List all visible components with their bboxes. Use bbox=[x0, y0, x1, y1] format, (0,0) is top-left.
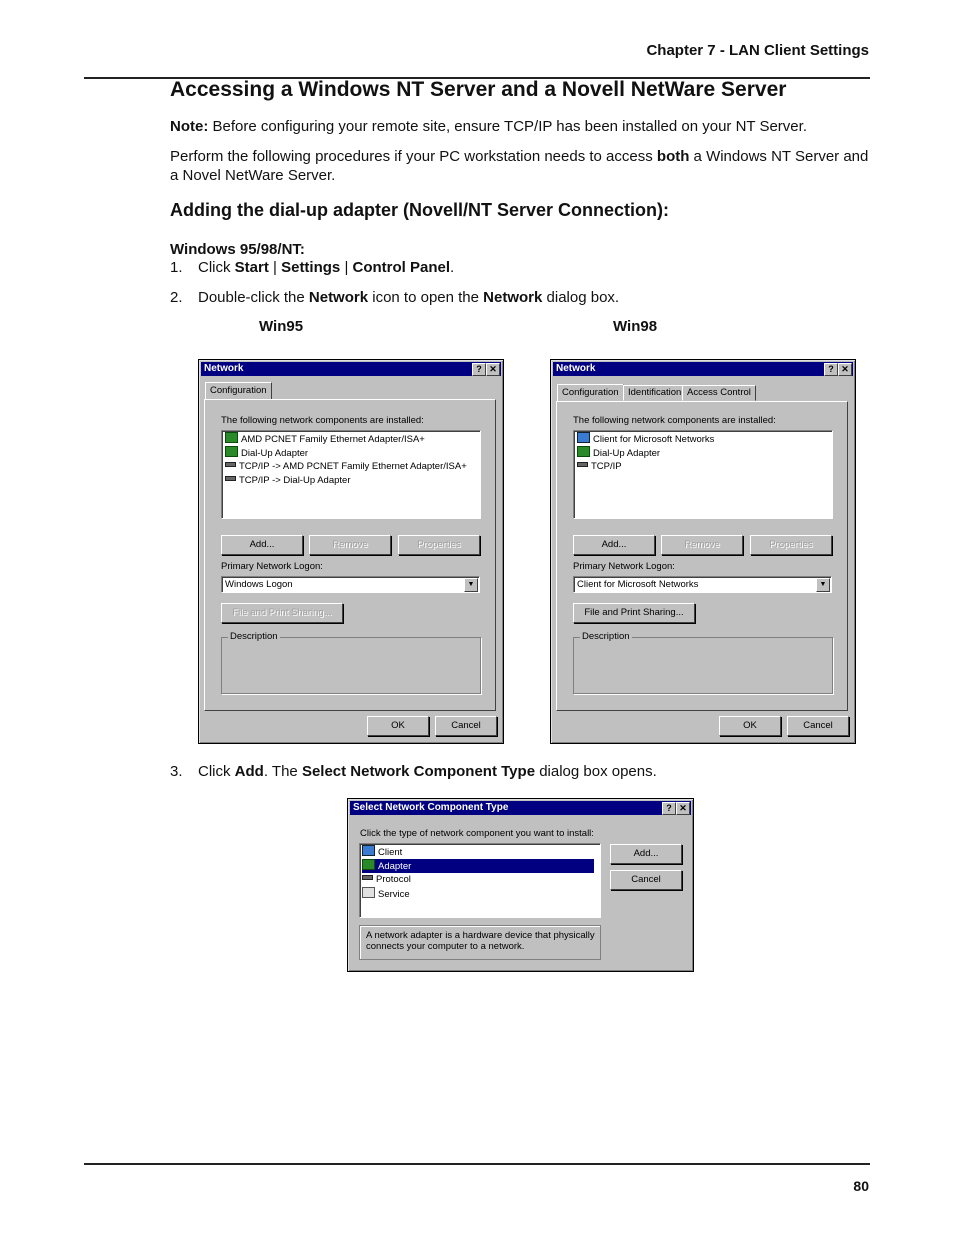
cancel-button[interactable]: Cancel bbox=[435, 716, 497, 736]
page-number: 80 bbox=[853, 1178, 869, 1194]
list-item[interactable] bbox=[225, 432, 425, 446]
title-bar bbox=[350, 801, 691, 815]
win95-network-dialog bbox=[198, 359, 504, 744]
network-adapter-icon bbox=[225, 446, 238, 457]
step-number: 1. bbox=[170, 259, 183, 276]
add-button[interactable]: Add... bbox=[610, 844, 682, 864]
close-icon[interactable]: ✕ bbox=[486, 363, 500, 376]
intro-paragraph bbox=[170, 147, 875, 185]
step-number: 3. bbox=[170, 763, 183, 780]
installed-label: The following network components are installed: bbox=[573, 415, 776, 426]
description-label: Description bbox=[230, 631, 278, 642]
remove-button[interactable]: Remove bbox=[309, 535, 391, 555]
list-item-service[interactable] bbox=[362, 887, 594, 901]
list-item[interactable] bbox=[577, 460, 622, 473]
list-item-label: Service bbox=[378, 889, 410, 900]
cancel-button[interactable]: Cancel bbox=[610, 870, 682, 890]
list-item-label: TCP/IP bbox=[591, 461, 622, 472]
protocol-icon bbox=[225, 462, 236, 467]
step-text: | bbox=[268, 259, 282, 276]
step-bold: Network bbox=[483, 289, 543, 306]
client-icon bbox=[362, 845, 375, 856]
note-text: Before configuring your remote site, ensure TCP/IP has been installed on your NT Server. bbox=[208, 118, 807, 135]
add-button[interactable]: Add... bbox=[573, 535, 655, 555]
step-text: Double-click the bbox=[198, 289, 309, 306]
ok-button[interactable]: OK bbox=[367, 716, 429, 736]
list-item-protocol[interactable] bbox=[362, 873, 594, 886]
list-item-adapter[interactable] bbox=[362, 859, 594, 873]
list-item-label: TCP/IP -> Dial-Up Adapter bbox=[239, 475, 351, 486]
step-text: . bbox=[450, 259, 455, 276]
step-text: icon to open the bbox=[368, 289, 484, 306]
chevron-down-icon[interactable]: ▼ bbox=[816, 578, 830, 592]
step-bold: Control Panel bbox=[352, 259, 451, 276]
description-text: A network adapter is a hardware device that physically connects your computer to a network. bbox=[366, 930, 595, 952]
list-item[interactable] bbox=[225, 446, 308, 460]
step-bold: Settings bbox=[281, 259, 341, 276]
list-item[interactable] bbox=[225, 460, 467, 473]
cancel-button[interactable]: Cancel bbox=[787, 716, 849, 736]
logon-select[interactable] bbox=[573, 576, 832, 593]
title-bar bbox=[553, 362, 853, 376]
logon-value: Windows Logon bbox=[225, 579, 293, 590]
win98-network-dialog bbox=[550, 359, 856, 744]
description-label: Description bbox=[582, 631, 630, 642]
title-bar bbox=[201, 362, 501, 376]
page-title: Accessing a Windows NT Server and a Novell NetWare Server bbox=[170, 78, 787, 101]
prompt-label: Click the type of network component you want to install: bbox=[360, 828, 594, 839]
properties-button[interactable]: Properties bbox=[398, 535, 480, 555]
properties-button[interactable]: Properties bbox=[750, 535, 832, 555]
step-bold: Add bbox=[234, 763, 264, 780]
logon-value: Client for Microsoft Networks bbox=[577, 579, 699, 590]
step-1 bbox=[170, 258, 875, 277]
footer-rule bbox=[84, 1163, 870, 1165]
client-icon bbox=[577, 432, 590, 443]
step-number: 2. bbox=[170, 289, 183, 306]
caption-win98: Win98 bbox=[613, 318, 658, 335]
dialog-title: Network bbox=[556, 363, 596, 374]
file-print-sharing-button[interactable]: File and Print Sharing... bbox=[573, 603, 695, 623]
list-item[interactable] bbox=[225, 474, 351, 487]
chapter-header: Chapter 7 - LAN Client Settings bbox=[646, 42, 869, 59]
step-text: dialog box opens. bbox=[535, 763, 657, 780]
help-icon[interactable]: ? bbox=[662, 802, 676, 815]
dialog-title: Network bbox=[204, 363, 244, 374]
note-label: Note: bbox=[170, 118, 209, 135]
intro-text-post: a Windows NT Server and a Novel NetWare Server. bbox=[170, 148, 869, 184]
tab-panel bbox=[204, 399, 496, 711]
description-box bbox=[359, 925, 601, 960]
logon-label: Primary Network Logon: bbox=[221, 561, 323, 572]
list-item-label: Client bbox=[378, 847, 403, 858]
step-2 bbox=[170, 288, 875, 307]
description-group bbox=[573, 631, 833, 694]
add-button[interactable]: Add... bbox=[221, 535, 303, 555]
os-label: Windows 95/98/NT: bbox=[170, 241, 305, 258]
list-item-label: Client for Microsoft Networks bbox=[593, 434, 715, 445]
logon-label: Primary Network Logon: bbox=[573, 561, 675, 572]
components-list[interactable] bbox=[221, 430, 481, 519]
step-3 bbox=[170, 762, 875, 781]
remove-button[interactable]: Remove bbox=[661, 535, 743, 555]
intro-bold: both bbox=[656, 148, 690, 165]
protocol-icon bbox=[577, 462, 588, 467]
component-type-list[interactable] bbox=[359, 843, 601, 918]
step-text: . The bbox=[263, 763, 302, 780]
tab-access-control[interactable]: Access Control bbox=[682, 385, 756, 401]
step-bold: Start bbox=[234, 259, 269, 276]
step-bold: Select Network Component Type bbox=[301, 763, 536, 780]
list-item-label: TCP/IP -> AMD PCNET Family Ethernet Adapter/ISA+ bbox=[239, 461, 467, 472]
tab-identification[interactable]: Identification bbox=[623, 385, 686, 401]
section-title: Adding the dial-up adapter (Novell/NT Server Connection): bbox=[170, 200, 670, 220]
step-text: Click bbox=[198, 259, 235, 276]
list-item-label: Dial-Up Adapter bbox=[593, 448, 661, 459]
list-item-label: Protocol bbox=[376, 874, 411, 885]
step-text: Click bbox=[198, 763, 235, 780]
close-icon[interactable]: ✕ bbox=[676, 802, 690, 815]
protocol-icon bbox=[225, 476, 236, 481]
installed-label: The following network components are installed: bbox=[221, 415, 424, 426]
network-adapter-icon bbox=[225, 432, 238, 443]
help-icon[interactable]: ? bbox=[824, 363, 838, 376]
list-item[interactable] bbox=[577, 446, 660, 460]
network-adapter-icon bbox=[577, 446, 590, 457]
note-paragraph bbox=[170, 117, 875, 136]
help-icon[interactable]: ? bbox=[472, 363, 486, 376]
ok-button[interactable]: OK bbox=[719, 716, 781, 736]
list-item-client[interactable] bbox=[362, 845, 594, 859]
chevron-down-icon[interactable]: ▼ bbox=[464, 578, 478, 592]
protocol-icon bbox=[362, 875, 373, 880]
tab-configuration[interactable]: Configuration bbox=[205, 382, 272, 400]
caption-win95: Win95 bbox=[259, 318, 304, 335]
network-adapter-icon bbox=[362, 859, 375, 870]
description-group bbox=[221, 631, 481, 694]
list-item-label: Dial-Up Adapter bbox=[241, 448, 309, 459]
intro-text-pre: Perform the following procedures if your PC workstation needs to access bbox=[170, 148, 657, 165]
file-print-sharing-button[interactable]: File and Print Sharing... bbox=[221, 603, 343, 623]
select-component-dialog bbox=[347, 798, 694, 972]
tab-configuration[interactable]: Configuration bbox=[557, 384, 624, 402]
service-icon bbox=[362, 887, 375, 898]
list-item-label: Adapter bbox=[378, 861, 412, 872]
list-item-label: AMD PCNET Family Ethernet Adapter/ISA+ bbox=[241, 434, 425, 445]
list-item[interactable] bbox=[577, 432, 714, 446]
step-text: dialog box. bbox=[542, 289, 620, 306]
tab-panel bbox=[556, 401, 848, 711]
close-icon[interactable]: ✕ bbox=[838, 363, 852, 376]
components-list[interactable] bbox=[573, 430, 833, 519]
step-bold: Network bbox=[308, 289, 369, 306]
dialog-title: Select Network Component Type bbox=[353, 802, 509, 813]
step-text: | bbox=[340, 259, 353, 276]
logon-select[interactable] bbox=[221, 576, 480, 593]
